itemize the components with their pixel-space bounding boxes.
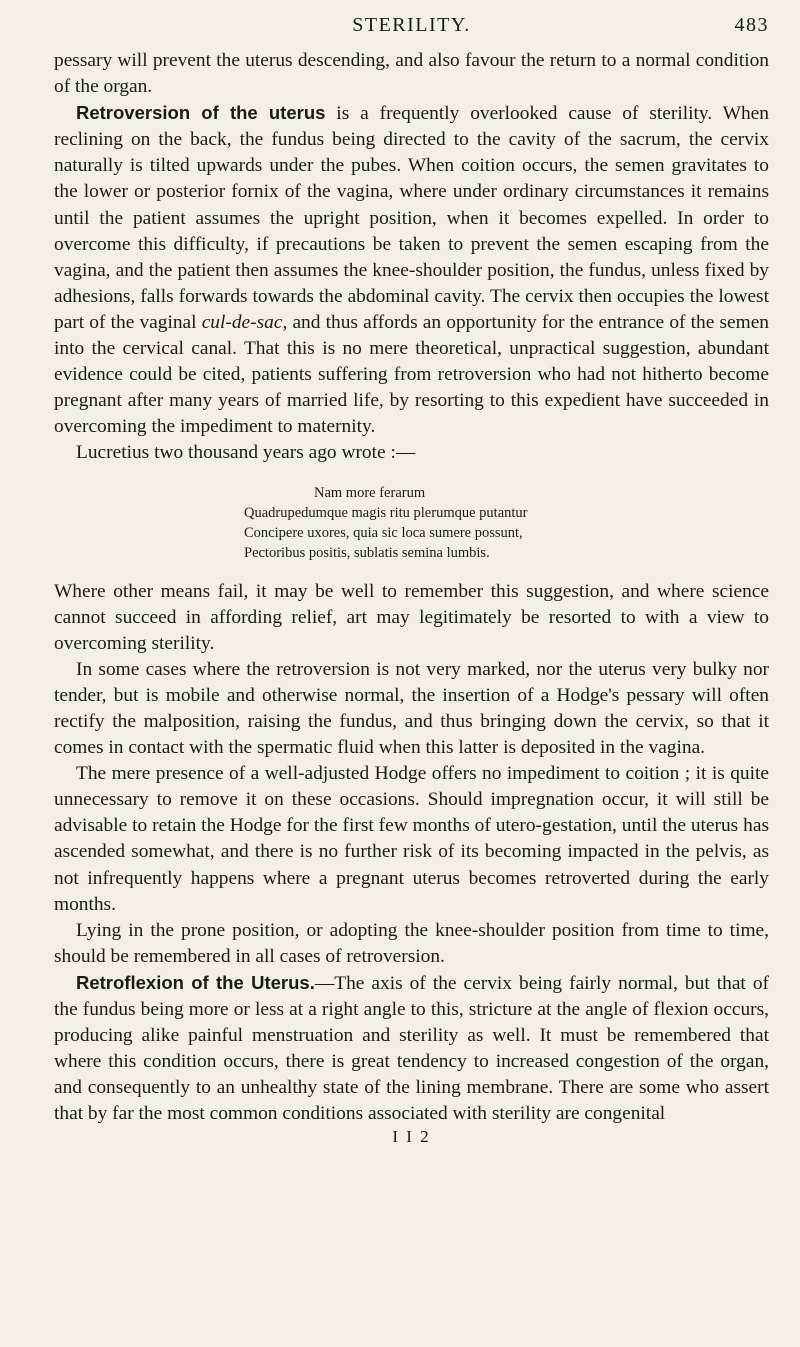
quotation-line: Quadrupedumque magis ritu plerumque putantur bbox=[244, 504, 528, 521]
paragraph-retroflexion bbox=[54, 970, 769, 1128]
italic-term: cul-de-sac bbox=[201, 311, 283, 333]
paragraph-prone-position: Lying in the prone position, or adopting the knee-shoulder position from time to time, should be remembered in all cases of retroversion. bbox=[54, 919, 769, 967]
page-header bbox=[54, 14, 769, 48]
section-heading-retroflexion: Retroflexion of the Uterus. bbox=[76, 971, 315, 993]
paragraph-1: pessary will prevent the uterus descending, and also favour the return to a normal condition of the organ. bbox=[54, 50, 769, 98]
section-heading-retroversion: Retroversion of the uterus bbox=[76, 102, 326, 124]
paragraph-text: is a frequently overlooked cause of sterility. When reclining on the back, the fundus being directed to the cavity of the sacrum, the cervix naturally is tilted upwards under the pubes. When coition occurs, the semen gravitates to the lower or posterior fornix of the vagina, where under ordinary circumstances it remains until the patient assumes the upright position, when it becomes expelled. In order to overcome this difficulty, if precautions be taken to prevent the semen escaping from the vagina, and the patient then assumes the knee-shoulder position, the fundus, unless fixed by adhesions, falls forwards towards the abdominal cavity. The cervix then occupies the lowest part of the vaginal bbox=[54, 103, 769, 333]
paragraph-text: —The axis of the cervix being fairly normal, but that of the fundus being more or less at a right angle to this, stricture at the angle of flexion occurs, producing alike painful menstruation and sterility as well. It must be remembered that where this condition occurs, there is great tendency to increased congestion of the organ, and consequently to an unhealthy state of the lining membrane. There are some who assert that by far the most common conditions associated with sterility are congenital bbox=[54, 972, 769, 1125]
book-page bbox=[54, 14, 769, 1147]
paragraph-text: , and thus affords an opportunity for the entrance of the semen into the cervical canal. That this is no mere theoretical, unpractical suggestion, abundant evidence could be cited, patients suffering from retroversion who had not hitherto become pregnant after many years of married life, by resorting to this expedient have succeeded in overcoming the impediment to maternity. bbox=[54, 311, 770, 438]
quotation-line: Nam more ferarum bbox=[314, 484, 426, 501]
quotation-line: Pectoribus positis, sublatis semina lumbis. bbox=[244, 544, 490, 561]
running-title: STERILITY. bbox=[352, 14, 471, 36]
latin-quotation bbox=[54, 483, 769, 563]
signature-mark: I I 2 bbox=[392, 1127, 431, 1147]
paragraph-hodge-coition: The mere presence of a well-adjusted Hodge offers no impediment to coition ; it is quite unnecessary to remove it on these occasions. Should impregnation occur, it will still be advisable to retain the Hodge for the first few months of utero-gestation, until the uterus has ascended somewhat, and there is no further risk of its becoming impacted in the pelvis, as not infrequently happens where a pregnant uterus becomes retroverted during the early months. bbox=[54, 763, 769, 915]
paragraph-lucretius: Lucretius two thousand years ago wrote :— bbox=[76, 442, 416, 464]
quotation-line: Concipere uxores, quia sic loca sumere possunt, bbox=[244, 524, 523, 541]
page-number: 483 bbox=[734, 14, 769, 36]
paragraph-hodge-pessary: In some cases where the retroversion is not very marked, nor the uterus very bulky nor tender, but is mobile and otherwise normal, the insertion of a Hodge's pessary will often rectify the malposition, raising the fundus, and thus bringing down the cervix, so that it comes in contact with the spermatic fluid when this latter is deposited in the vagina. bbox=[54, 658, 769, 759]
paragraph-retroversion bbox=[54, 100, 769, 440]
paragraph-other-means: Where other means fail, it may be well to remember this suggestion, and where science cannot succeed in affording relief, art may legitimately be resorted to with a view to overcoming sterility. bbox=[54, 580, 769, 654]
